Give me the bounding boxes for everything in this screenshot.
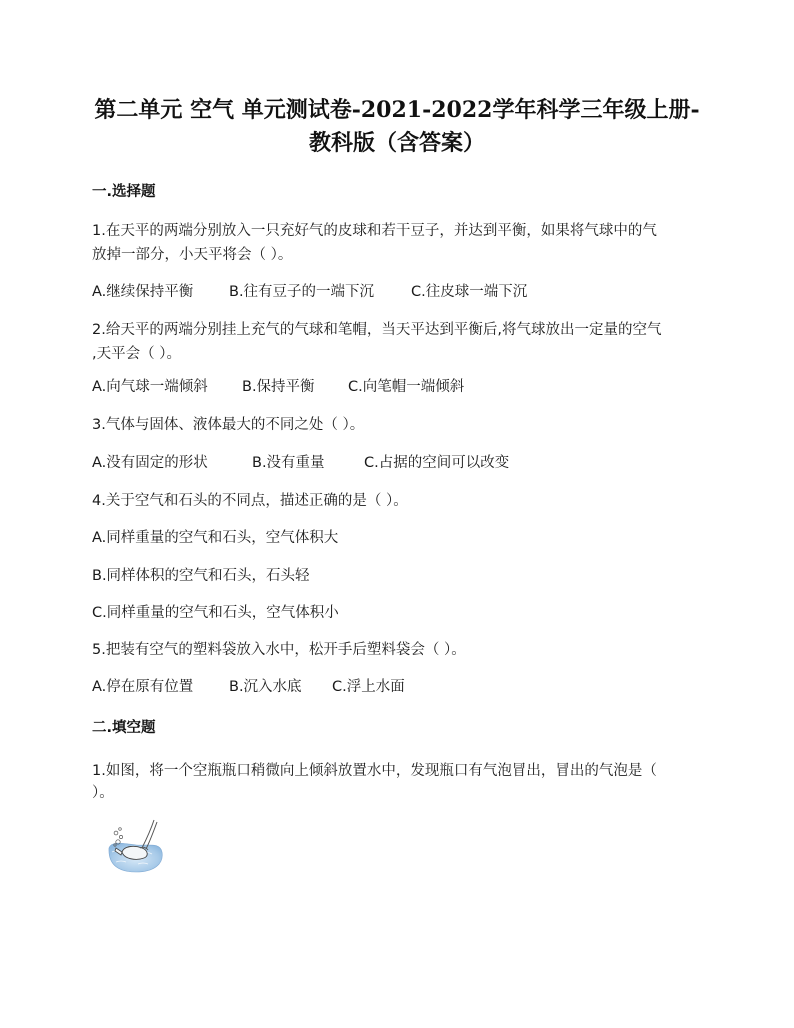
question-2-options <box>92 375 464 396</box>
section-heading-choice: 一.选择题 <box>92 184 156 200</box>
option-b: B.往有豆子的一端下沉 <box>229 284 375 300</box>
question-5-options <box>92 675 405 696</box>
option-a: A.没有固定的形状 <box>92 455 208 471</box>
section-heading-fill: 二.填空题 <box>92 720 156 736</box>
question-4-option-c: C.同样重量的空气和石头，空气体积小 <box>92 605 339 621</box>
document-title-line-1: 第二单元 空气 单元测试卷-2021-2022学年科学三年级上册- <box>94 97 700 123</box>
option-b: B.没有重量 <box>252 455 325 471</box>
option-c: C.往皮球一端下沉 <box>411 284 528 300</box>
question-3-text: 3.气体与固体、液体最大的不同之处（ ）。 <box>92 417 365 433</box>
question-2-text-cont: ,天平会（ ）。 <box>92 346 181 362</box>
option-c: C.占据的空间可以改变 <box>364 455 510 471</box>
fill-question-1-text: 1.如图，将一个空瓶瓶口稍微向上倾斜放置水中，发现瓶口有气泡冒出，冒出的气泡是（ <box>92 763 657 779</box>
question-1-text-cont: 放掉一部分，小天平将会（ ）。 <box>92 247 293 263</box>
option-a: A.继续保持平衡 <box>92 284 194 300</box>
option-a: A.向气球一端倾斜 <box>92 379 208 395</box>
question-2-text: 2.给天平的两端分别挂上充气的气球和笔帽，当天平达到平衡后,将气球放出一定量的空气 <box>92 322 662 338</box>
question-3-options <box>92 451 509 472</box>
fill-question-1-text-cont: ）。 <box>92 785 114 801</box>
bottle-in-water-illustration <box>106 818 164 874</box>
option-c: C.向笔帽一端倾斜 <box>348 379 465 395</box>
document-title-line-2: 教科版（含答案） <box>308 130 485 156</box>
question-4-text: 4.关于空气和石头的不同点，描述正确的是（ ）。 <box>92 493 408 509</box>
question-5-text: 5.把装有空气的塑料袋放入水中，松开手后塑料袋会（ ）。 <box>92 642 466 658</box>
question-1-text: 1.在天平的两端分别放入一只充好气的皮球和若干豆子，并达到平衡，如果将气球中的气 <box>92 223 657 239</box>
option-b: B.沉入水底 <box>229 679 302 695</box>
option-a: A.停在原有位置 <box>92 679 194 695</box>
option-c: C.浮上水面 <box>332 679 405 695</box>
question-4-option-b: B.同样体积的空气和石头，石头轻 <box>92 568 310 584</box>
question-4-option-a: A.同样重量的空气和石头，空气体积大 <box>92 530 339 546</box>
question-1-options <box>92 280 527 301</box>
option-b: B.保持平衡 <box>242 379 315 395</box>
